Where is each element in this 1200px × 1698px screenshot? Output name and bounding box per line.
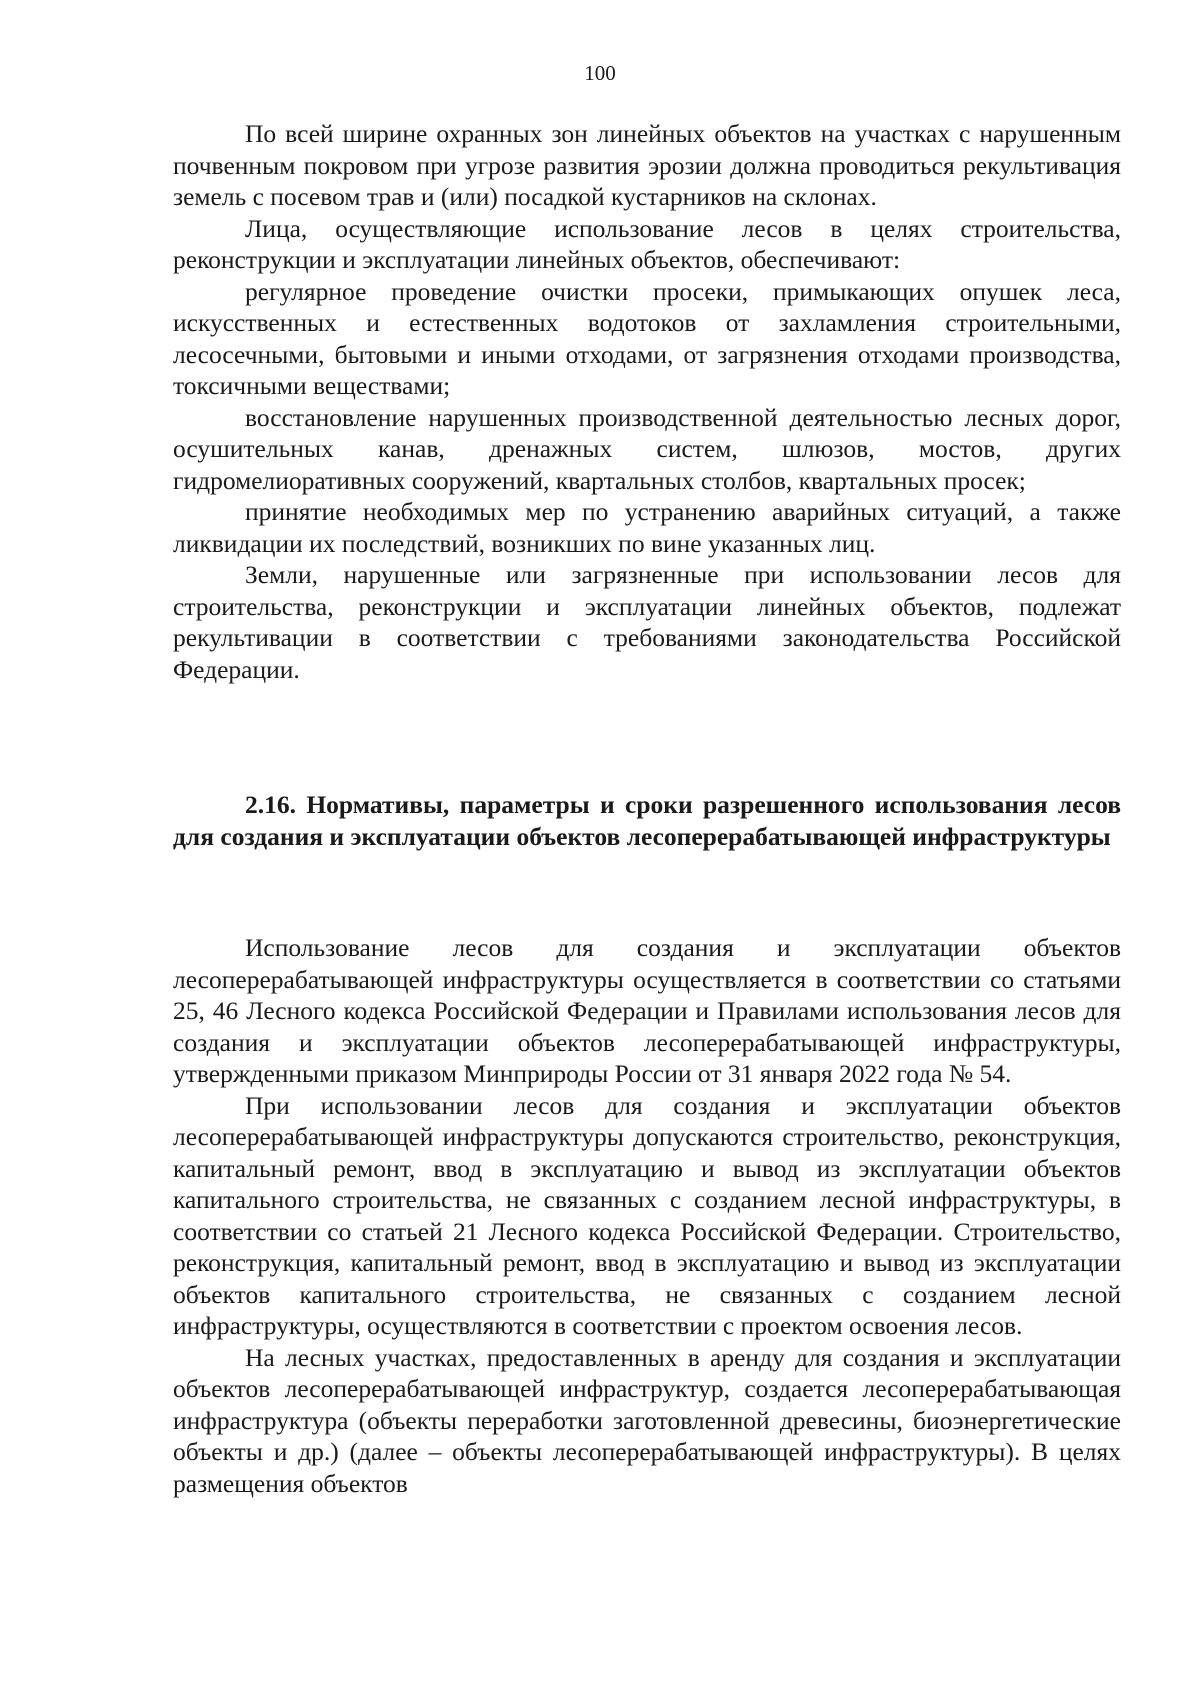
paragraph: По всей ширине охранных зон линейных объектов на участках с нарушенным почвенным покровом при угрозе развития эрозии должна проводиться рекультивация земель с посевом трав и (или) посадкой кустарников на склонах. (173, 119, 1121, 211)
paragraph: При использовании лесов для создания и эксплуатации объектов лесоперерабатывающей инфраструктуры допускаются строительство, реконструкция, капитальный ремонт, ввод в эксплуатацию и вывод из эксплуатации объектов капитального строительства, не связанных с созданием лесной инфраструктуры, в соответствии со статьей 21 Лесного кодекса Российской Федерации. Строительство, реконструкция, капитальный ремонт, ввод в эксплуатацию и вывод из эксплуатации объектов капитального строительства, не связанных с созданием лесной инфраструктуры, осуществляются в соответствии с проектом освоения лесов. (173, 1090, 1121, 1340)
paragraph: регулярное проведение очистки просеки, примыкающих опушек леса, искусственных и естественных водотоков от захламления строительными, лесосечными, бытовыми и иными отходами, от загрязнения отходами производства, токсичными веществами; (173, 276, 1121, 400)
paragraph: восстановление нарушенных производственной деятельностью лесных дорог, осушительных канав, дренажных систем, шлюзов, мостов, других гидромелиоративных сооружений, квартальных столбов, квартальных просек; (173, 402, 1121, 495)
page-number: 100 (584, 61, 616, 85)
paragraph: На лесных участках, предоставленных в аренду для создания и эксплуатации объектов лесоперерабатывающей инфраструктур, создается лесоперерабатывающая инфраструктура (объекты переработки заготовленной древесины, биоэнергетические объекты и др.) (далее – объекты лесоперерабатывающей инфраструктуры). В целях размещения объектов (173, 1342, 1121, 1498)
section-heading: 2.16. Нормативы, параметры и сроки разрешенного использования лесов для создания и эксплуатации объектов лесоперерабатывающей инфраструктуры (173, 790, 1121, 851)
section-2-text (173, 932, 1121, 1499)
paragraph: принятие необходимых мер по устранению аварийных ситуаций, а также ликвидации их последствий, возникших по вине указанных лиц. (173, 497, 1121, 558)
section-1-text (173, 118, 1121, 685)
paragraph: Использование лесов для создания и эксплуатации объектов лесоперерабатывающей инфраструктуры осуществляется в соответствии со статьями 25, 46 Лесного кодекса Российской Федерации и Правилами использования лесов для создания и эксплуатации объектов лесоперерабатывающей инфраструктуры, утвержденными приказом Минприроды России от 31 января 2022 года № 54. (173, 933, 1121, 1088)
paragraph: Земли, нарушенные или загрязненные при использовании лесов для строительства, реконструкции и эксплуатации линейных объектов, подлежат рекультивации в соответствии с требованиями законодательства Российской Федерации. (173, 560, 1121, 684)
paragraph: Лица, осуществляющие использование лесов в целях строительства, реконструкции и эксплуатации линейных объектов, обеспечивают: (173, 213, 1121, 274)
